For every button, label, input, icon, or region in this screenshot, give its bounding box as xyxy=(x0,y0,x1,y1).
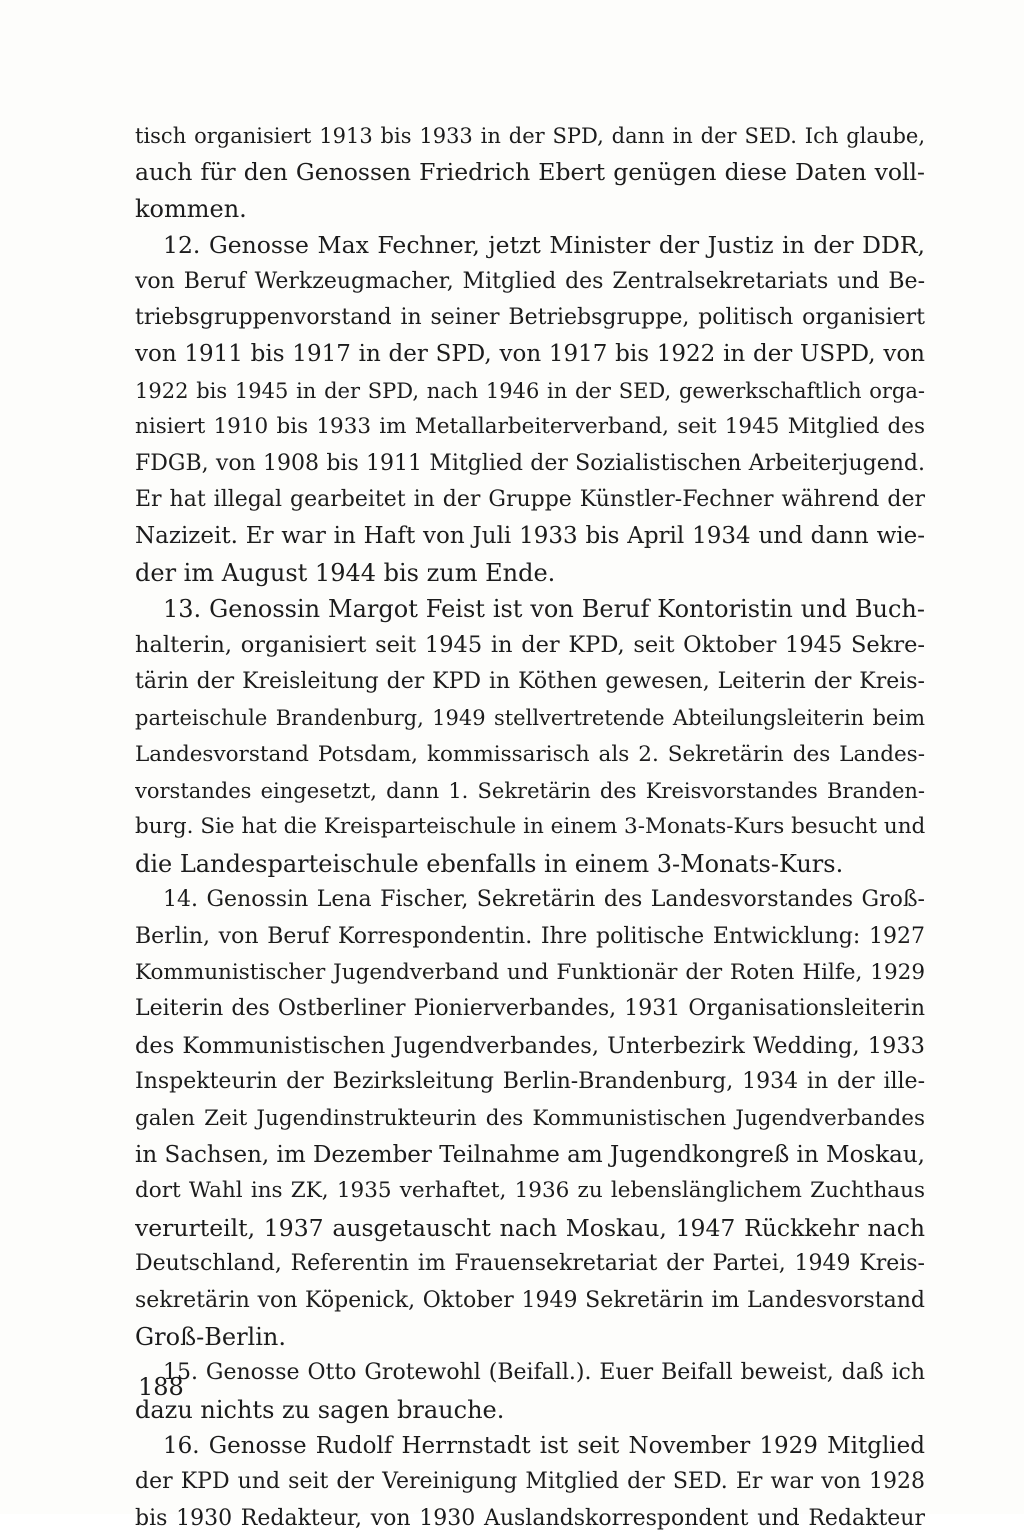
text-line: tisch organisiert 1913 bis 1933 in der SPD, dann in der SED. Ich glaube, xyxy=(135,124,925,148)
text-line: halterin, organisiert seit 1945 in der KPD, seit Oktober 1945 Sekre- xyxy=(135,632,925,659)
text-line: vorstandes eingesetzt, dann 1. Sekretärin des Kreisvorstandes Branden- xyxy=(135,779,925,804)
text-line: burg. Sie hat die Kreisparteischule in einem 3-Monats-Kurs besucht und xyxy=(135,814,925,840)
paragraph-start-line: 13. Genossin Margot Feist ist von Beruf Kontoristin und Buch- xyxy=(163,595,925,624)
text-line: von Beruf Werkzeugmacher, Mitglied des Zentralsekretariats und Be- xyxy=(135,268,925,294)
text-line: auch für den Genossen Friedrich Ebert genügen diese Daten voll- xyxy=(135,158,925,187)
text-line: parteischule Brandenburg, 1949 stellvertretende Abteilungsleiterin beim xyxy=(135,706,925,731)
text-line: triebsgruppenvorstand in seiner Betriebsgruppe, politisch organisiert xyxy=(135,304,925,330)
text-line: sekretärin von Köpenick, Oktober 1949 Sekretärin im Landesvorstand xyxy=(135,1287,925,1313)
text-line: Leiterin des Ostberliner Pionierverbandes, 1931 Organisationsleiterin xyxy=(135,996,925,1022)
text-line: der KPD und seit der Vereinigung Mitglied der SED. Er war von 1928 xyxy=(135,1469,925,1495)
text-line: bis 1930 Redakteur, von 1930 Auslandskorrespondent und Redakteur xyxy=(135,1505,925,1531)
text-line: in Sachsen, im Dezember Teilnahme am Jugendkongreß in Moskau, xyxy=(135,1141,925,1168)
body-text xyxy=(135,118,925,1537)
text-line: Er hat illegal gearbeitet in der Gruppe Künstler-Fechner während der xyxy=(135,486,925,512)
paragraph-start-line: 12. Genosse Max Fechner, jetzt Minister der Justiz in der DDR, xyxy=(163,231,925,260)
text-line: nisiert 1910 bis 1933 im Metallarbeiterverband, seit 1945 Mitglied des xyxy=(135,414,925,440)
text-line: FDGB, von 1908 bis 1911 Mitglied der Sozialistischen Arbeiterjugend. xyxy=(135,450,925,476)
text-line: tärin der Kreisleitung der KPD in Köthen gewesen, Leiterin der Kreis- xyxy=(135,668,925,694)
text-line: verurteilt, 1937 ausgetauscht nach Moskau, 1947 Rückkehr nach xyxy=(135,1213,925,1242)
paragraph-start-line: 14. Genossin Lena Fischer, Sekretärin des Landesvorstandes Groß- xyxy=(163,887,925,913)
text-line: von 1911 bis 1917 in der SPD, von 1917 bis 1922 in der USPD, von xyxy=(135,341,925,368)
text-line: der im August 1944 bis zum Ende. xyxy=(135,558,556,587)
text-line: Nazizeit. Er war in Haft von Juli 1933 bis April 1934 und dann wie- xyxy=(135,523,925,550)
text-line: 1922 bis 1945 in der SPD, nach 1946 in der SED, gewerkschaftlich orga- xyxy=(135,378,925,403)
text-line: die Landesparteischule ebenfalls in einem 3-Monats-Kurs. xyxy=(135,849,844,878)
text-line: Groß-Berlin. xyxy=(135,1322,286,1351)
paragraph-start-line: 15. Genosse Otto Grotewohl (Beifall.). Euer Beifall beweist, daß ich xyxy=(163,1360,925,1386)
text-line: des Kommunistischen Jugendverbandes, Unterbezirk Wedding, 1933 xyxy=(135,1032,925,1059)
text-line: Berlin, von Beruf Korrespondentin. Ihre politische Entwicklung: 1927 xyxy=(135,923,925,949)
text-line: dort Wahl ins ZK, 1935 verhaftet, 1936 zu lebenslänglichem Zuchthaus xyxy=(135,1178,925,1204)
text-line: kommen. xyxy=(135,194,247,223)
paragraph-start-line: 16. Genosse Rudolf Herrnstadt ist seit November 1929 Mitglied xyxy=(163,1433,925,1460)
text-line: dazu nichts zu sagen brauche. xyxy=(135,1395,505,1424)
text-line: Kommunistischer Jugendverband und Funktionär der Roten Hilfe, 1929 xyxy=(135,959,925,985)
text-line: Inspekteurin der Bezirksleitung Berlin-Brandenburg, 1934 in der ille- xyxy=(135,1069,925,1095)
text-line: Landesvorstand Potsdam, kommissarisch als 2. Sekretärin des Landes- xyxy=(135,741,925,767)
page-number: 188 xyxy=(138,1373,184,1401)
text-line: Deutschland, Referentin im Frauensekretariat der Partei, 1949 Kreis- xyxy=(135,1251,925,1277)
text-line: galen Zeit Jugendinstrukteurin des Kommunistischen Jugendverbandes xyxy=(135,1105,925,1131)
